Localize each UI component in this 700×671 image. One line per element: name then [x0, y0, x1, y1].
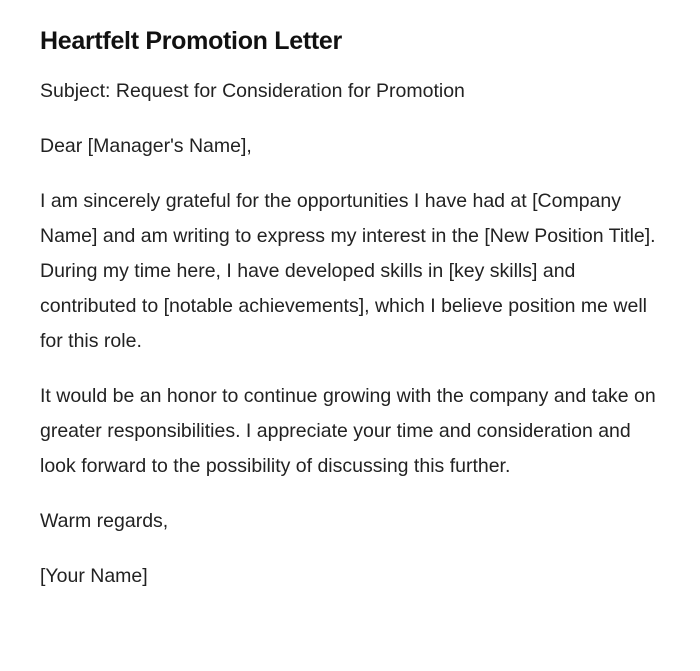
greeting: Dear [Manager's Name],: [40, 135, 252, 157]
subject-line: Subject: Request for Consideration for Promotion: [40, 80, 465, 102]
body-paragraph: I am sincerely grateful for the opportunities I have had at [Company Name] and am writing to express my interest in the [New Position Title]. During my time here, I have developed skills in [key skills] and contributed to [notable achievements], which I believe position me well for this role.: [40, 190, 656, 352]
closing: Warm regards,: [40, 510, 169, 532]
letter-title: Heartfelt Promotion Letter: [40, 27, 342, 55]
body-paragraph: It would be an honor to continue growing with the company and take on greater responsibilities. I appreciate your time and consideration and look forward to the possibility of discussing this further.: [40, 385, 656, 477]
signature: [Your Name]: [40, 565, 148, 587]
